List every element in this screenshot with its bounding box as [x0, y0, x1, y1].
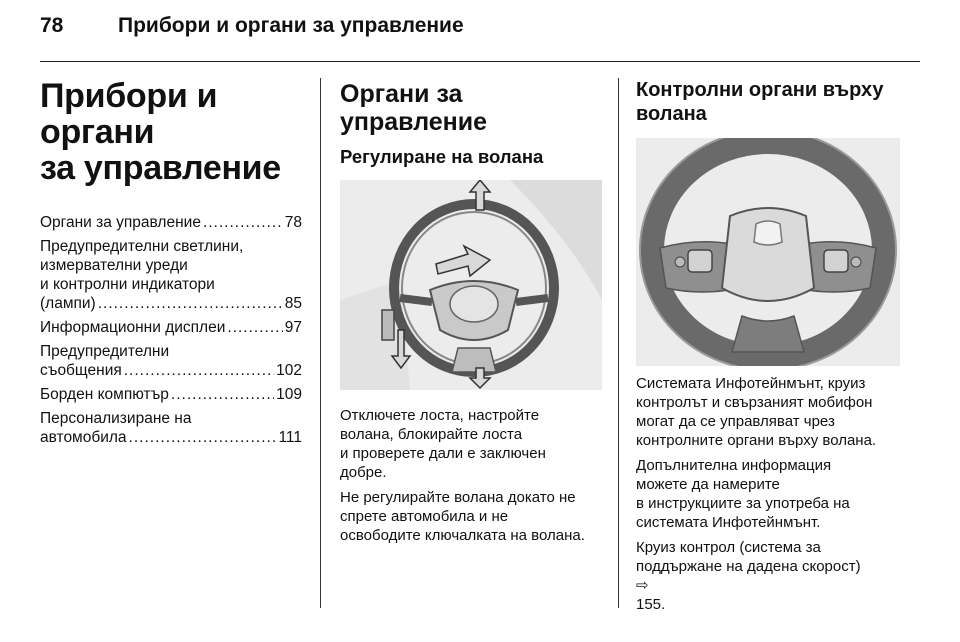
text-line: спрете автомобила и не: [340, 508, 509, 525]
toc-leader-dots: [129, 428, 277, 447]
toc-entry-last-line: [40, 213, 302, 232]
toc-entry[interactable]: [40, 409, 302, 447]
toc-entry-page: 111: [278, 429, 302, 446]
toc-entry-last-line: [40, 294, 302, 313]
toc-leader-dots: [171, 385, 274, 404]
toc-leader-dots: [124, 361, 274, 380]
toc-entry[interactable]: [40, 342, 302, 380]
toc-entry-last-line: [40, 385, 302, 404]
toc-entry-page: 97: [284, 319, 302, 336]
warning-paragraph: [340, 488, 602, 545]
page-header: [40, 14, 920, 50]
steering-wheel-adjust-drawing: [340, 180, 602, 390]
text-line: Отключете лоста, настройте: [340, 407, 540, 424]
text-line: можете да намерите: [636, 476, 780, 493]
toc-entry-last-line: [40, 361, 302, 380]
toc-entry-label: съобщения: [40, 362, 122, 379]
text-line: в инструкциите за употреба на: [636, 495, 850, 512]
page-number: 78: [40, 14, 64, 37]
toc-entry-page: 102: [276, 362, 302, 379]
toc-entry-line: Персонализиране на: [40, 410, 192, 427]
toc-entry-page: 78: [284, 214, 302, 231]
more-info-paragraph: [636, 456, 900, 532]
toc-leader-dots: [203, 213, 283, 232]
table-of-contents: [40, 213, 302, 447]
subsection-title: Регулиране на волана: [340, 146, 544, 167]
reference-page: 155.: [636, 596, 666, 613]
header-rule: [40, 61, 920, 62]
text-line: освободите ключалката на волана.: [340, 527, 585, 544]
text-line: и проверете дали е заключен: [340, 445, 546, 462]
toc-entry-line: измервателни уреди: [40, 257, 188, 274]
toc-entry-line: Предупредителни светлини,: [40, 238, 244, 255]
section-title: [636, 78, 900, 126]
toc-entry-page: 85: [284, 295, 302, 312]
chapter-title: [40, 78, 302, 186]
toc-entry[interactable]: [40, 213, 302, 232]
toc-entry-line: Предупредителни: [40, 343, 170, 360]
instruction-paragraph: [340, 406, 602, 482]
chapter-title-line: за управление: [40, 149, 281, 187]
toc-entry[interactable]: [40, 385, 302, 404]
text-line: поддържане на дадена скорост): [636, 558, 861, 575]
page-reference[interactable]: [636, 576, 900, 614]
text-line: Круиз контрол (система за: [636, 539, 821, 556]
toc-entry[interactable]: [40, 237, 302, 313]
toc-leader-dots: [98, 294, 283, 313]
chapter-title-line: Прибори и органи: [40, 77, 218, 151]
text-line: могат да се управляват чрез: [636, 413, 835, 430]
steering-wheel-drawing: [636, 138, 900, 366]
steering-adjust-column: [340, 78, 602, 551]
toc-entry-label: автомобила: [40, 429, 127, 446]
section-title: Органи за управление: [340, 80, 488, 136]
chapter-column: [40, 78, 302, 452]
title-line: Контролни органи върху: [636, 79, 884, 101]
column-divider-left: [320, 78, 321, 608]
toc-entry-last-line: [40, 428, 302, 447]
text-line: системата Инфотейнмънт.: [636, 514, 821, 531]
toc-leader-dots: [227, 318, 282, 337]
running-header-title: Прибори и органи за управление: [118, 14, 464, 37]
text-line: контролът и свързаният мобифон: [636, 394, 873, 411]
infotainment-paragraph: [636, 374, 900, 450]
toc-entry-page: 109: [276, 386, 302, 403]
text-line: волана, блокирайте лоста: [340, 426, 523, 443]
title-line: волана: [636, 103, 707, 125]
toc-entry-last-line: [40, 318, 302, 337]
toc-entry-label: Органи за управление: [40, 214, 201, 231]
steering-adjust-illustration: [340, 180, 602, 390]
steering-wheel-controls-illustration: [636, 138, 900, 366]
toc-entry-line: и контролни индикатори: [40, 276, 215, 293]
column-divider-right: [618, 78, 619, 608]
toc-entry-label: (лампи): [40, 295, 96, 312]
text-line: Системата Инфотейнмънт, круиз: [636, 375, 866, 392]
toc-entry[interactable]: [40, 318, 302, 337]
text-line: Не регулирайте волана докато не: [340, 489, 576, 506]
toc-entry-label: Борден компютър: [40, 386, 169, 403]
arrow-right-icon: ⇨: [636, 576, 649, 594]
text-line: добре.: [340, 464, 387, 481]
steering-controls-column: [636, 78, 900, 620]
text-line: Допълнителна информация: [636, 457, 832, 474]
text-line: контролните органи върху волана.: [636, 432, 877, 449]
cruise-control-paragraph: [636, 538, 900, 614]
toc-entry-label: Информационни дисплеи: [40, 319, 226, 336]
